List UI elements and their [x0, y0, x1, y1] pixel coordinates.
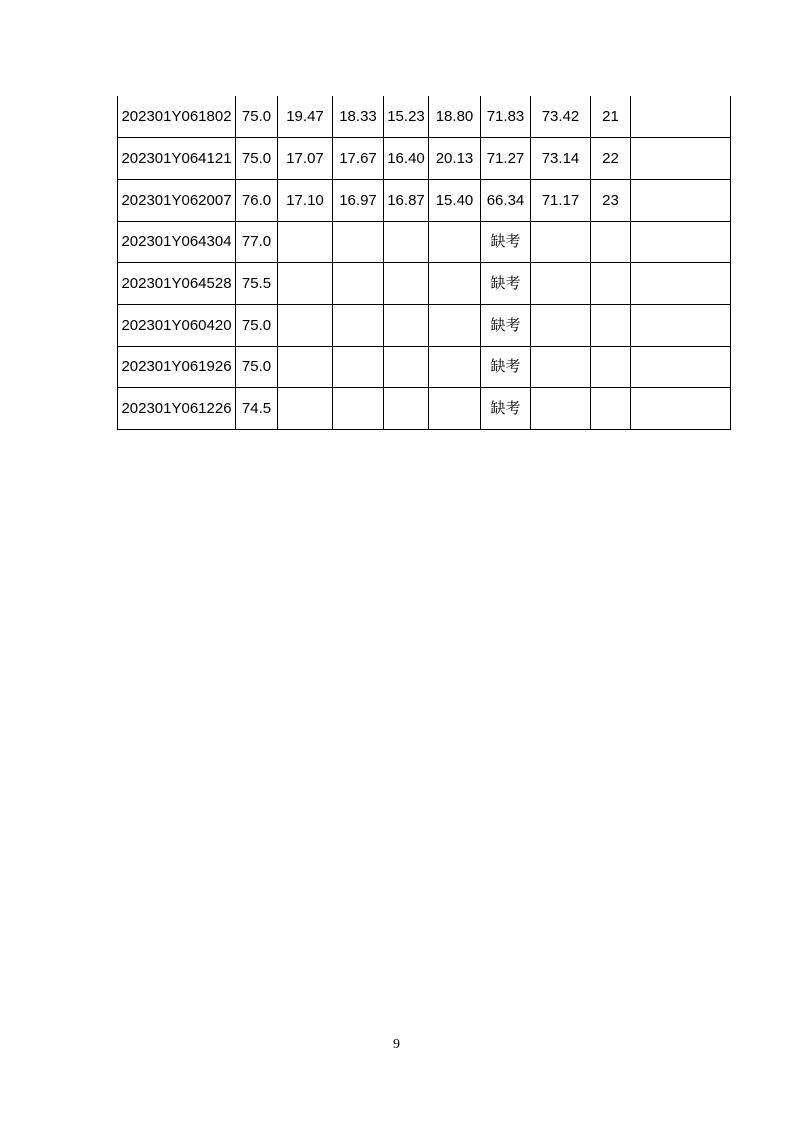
cell-value [278, 388, 333, 430]
cell-value: 74.5 [236, 388, 278, 430]
cell-value [278, 346, 333, 388]
cell-value [429, 388, 481, 430]
cell-value [333, 388, 384, 430]
table-row [118, 179, 731, 221]
cell-value [631, 388, 731, 430]
cell-value [384, 388, 429, 430]
cell-value: 缺考 [481, 221, 531, 263]
cell-value: 19.47 [278, 96, 333, 138]
cell-value [384, 263, 429, 305]
table-row [118, 221, 731, 263]
cell-value [591, 304, 631, 346]
cell-value: 缺考 [481, 263, 531, 305]
cell-value [384, 346, 429, 388]
cell-value: 71.17 [531, 179, 591, 221]
cell-value: 21 [591, 96, 631, 138]
cell-candidate-id: 202301Y064528 [118, 263, 236, 305]
cell-value [631, 179, 731, 221]
cell-value [384, 221, 429, 263]
cell-value: 16.40 [384, 138, 429, 180]
cell-value: 73.14 [531, 138, 591, 180]
cell-value: 22 [591, 138, 631, 180]
cell-value: 23 [591, 179, 631, 221]
cell-value [631, 346, 731, 388]
cell-value: 75.0 [236, 96, 278, 138]
cell-value: 73.42 [531, 96, 591, 138]
score-table [117, 96, 731, 430]
cell-value: 缺考 [481, 388, 531, 430]
cell-value [631, 263, 731, 305]
cell-value: 75.0 [236, 304, 278, 346]
cell-value [333, 221, 384, 263]
table-row [118, 304, 731, 346]
cell-value [333, 346, 384, 388]
cell-value: 缺考 [481, 346, 531, 388]
table-row [118, 96, 731, 138]
cell-value [278, 304, 333, 346]
cell-value [429, 263, 481, 305]
cell-value: 75.0 [236, 138, 278, 180]
cell-value: 15.40 [429, 179, 481, 221]
cell-candidate-id: 202301Y061802 [118, 96, 236, 138]
cell-value [631, 304, 731, 346]
cell-value [531, 388, 591, 430]
table-row [118, 138, 731, 180]
cell-value [531, 263, 591, 305]
cell-value [429, 304, 481, 346]
cell-value: 76.0 [236, 179, 278, 221]
cell-value [591, 346, 631, 388]
cell-value [384, 304, 429, 346]
cell-value: 20.13 [429, 138, 481, 180]
cell-value [631, 96, 731, 138]
cell-value [531, 221, 591, 263]
table-row [118, 263, 731, 305]
page-number: 9 [393, 1037, 400, 1052]
score-table-body [118, 96, 731, 430]
cell-candidate-id: 202301Y064304 [118, 221, 236, 263]
cell-value: 17.07 [278, 138, 333, 180]
cell-candidate-id: 202301Y062007 [118, 179, 236, 221]
cell-value: 18.33 [333, 96, 384, 138]
cell-value [333, 263, 384, 305]
cell-value: 77.0 [236, 221, 278, 263]
cell-value [429, 346, 481, 388]
cell-value [278, 263, 333, 305]
cell-value [631, 138, 731, 180]
cell-value: 17.10 [278, 179, 333, 221]
cell-value: 75.5 [236, 263, 278, 305]
cell-value: 75.0 [236, 346, 278, 388]
table-row [118, 346, 731, 388]
cell-value [429, 221, 481, 263]
cell-candidate-id: 202301Y064121 [118, 138, 236, 180]
cell-value: 17.67 [333, 138, 384, 180]
table-row [118, 388, 731, 430]
cell-value [591, 221, 631, 263]
cell-value: 16.97 [333, 179, 384, 221]
cell-value [591, 388, 631, 430]
cell-value: 缺考 [481, 304, 531, 346]
cell-candidate-id: 202301Y060420 [118, 304, 236, 346]
cell-value: 71.27 [481, 138, 531, 180]
cell-value: 66.34 [481, 179, 531, 221]
cell-value: 71.83 [481, 96, 531, 138]
cell-value [591, 263, 631, 305]
cell-value [278, 221, 333, 263]
cell-value [333, 304, 384, 346]
cell-value [531, 304, 591, 346]
cell-value: 18.80 [429, 96, 481, 138]
cell-value [631, 221, 731, 263]
cell-candidate-id: 202301Y061226 [118, 388, 236, 430]
cell-value: 15.23 [384, 96, 429, 138]
cell-candidate-id: 202301Y061926 [118, 346, 236, 388]
cell-value [531, 346, 591, 388]
cell-value: 16.87 [384, 179, 429, 221]
